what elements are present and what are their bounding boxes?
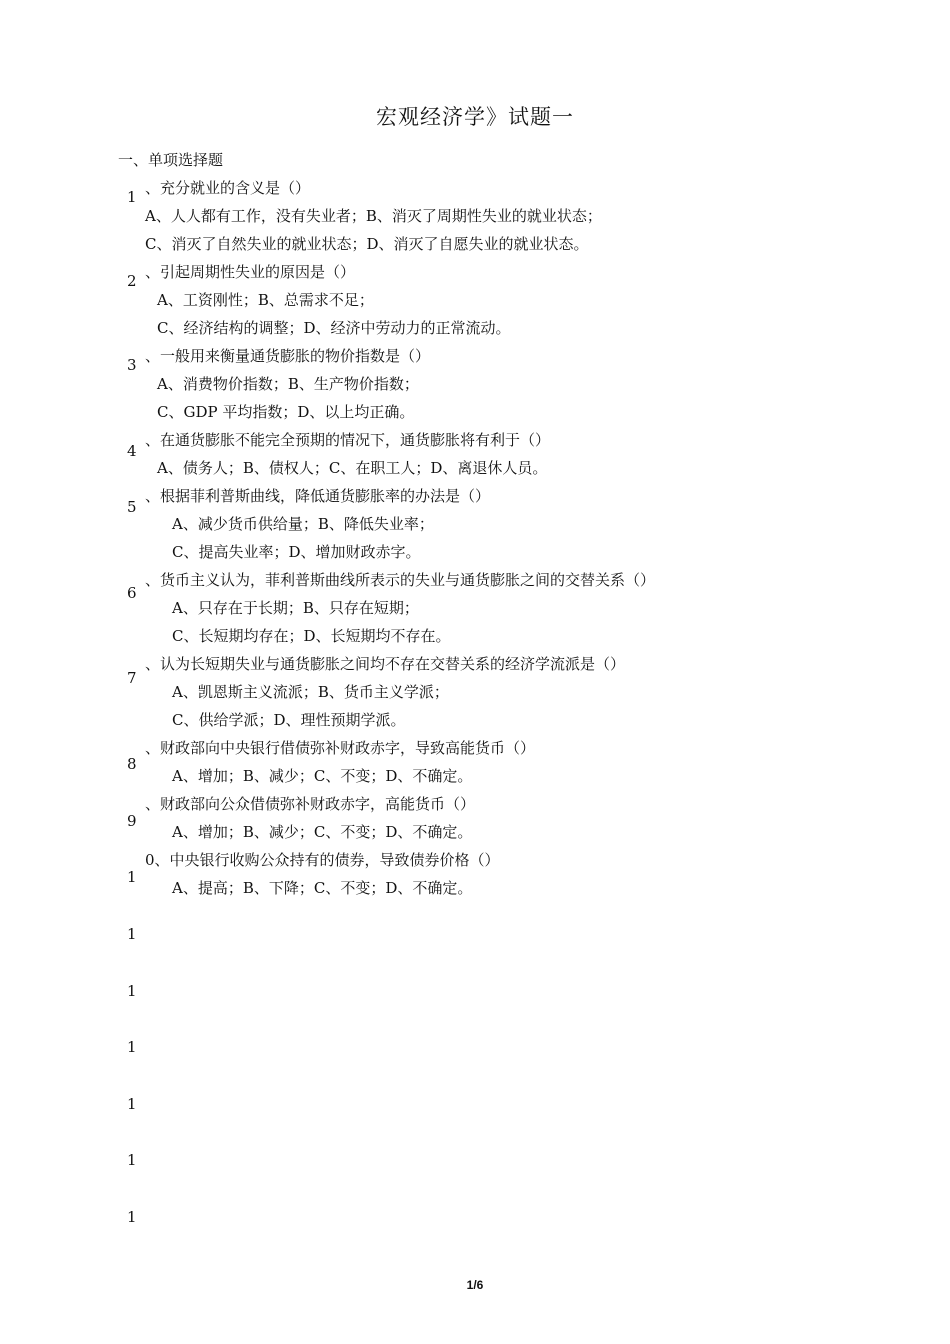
question-option: A、提高；B、下降；C、不变；D、不确定。 bbox=[172, 879, 473, 897]
question-option: A、减少货币供给量；B、降低失业率； bbox=[172, 515, 434, 533]
page-title: 宏观经济学》试题一 bbox=[376, 105, 574, 129]
question-stem: 、根据菲利普斯曲线，降低通货膨胀率的办法是（） bbox=[145, 487, 491, 505]
question-option: A、工资刚性；B、总需求不足； bbox=[157, 291, 374, 309]
question-number: 1 bbox=[127, 1208, 137, 1226]
page-number: 1/6 bbox=[466, 1278, 484, 1292]
question-stem: 、充分就业的含义是（） bbox=[145, 179, 311, 197]
question-stem: 、认为长短期失业与通货膨胀之间均不存在交替关系的经济学流派是（） bbox=[145, 655, 626, 673]
question-stem: 、一般用来衡量通货膨胀的物价指数是（） bbox=[145, 347, 431, 365]
question-stem: 、在通货膨胀不能完全预期的情况下，通货膨胀将有利于（） bbox=[145, 431, 551, 449]
question-option: A、凯恩斯主义流派；B、货币主义学派； bbox=[172, 683, 449, 701]
question-option: C、长短期均存在；D、长短期均不存在。 bbox=[172, 627, 451, 645]
question-option: C、经济结构的调整；D、经济中劳动力的正常流动。 bbox=[157, 319, 511, 337]
question-option: A、增加；B、减少；C、不变；D、不确定。 bbox=[172, 767, 473, 785]
question-option: A、债务人；B、债权人；C、在职工人；D、离退休人员。 bbox=[157, 459, 548, 477]
question-number: 1 bbox=[127, 868, 137, 886]
question-number: 3 bbox=[127, 356, 137, 374]
question-number: 8 bbox=[127, 755, 137, 773]
question-option: C、消灭了自然失业的就业状态；D、消灭了自愿失业的就业状态。 bbox=[145, 235, 589, 253]
question-number: 1 bbox=[127, 925, 137, 943]
question-option: A、消费物价指数；B、生产物价指数； bbox=[157, 375, 419, 393]
question-option: A、增加；B、减少；C、不变；D、不确定。 bbox=[172, 823, 473, 841]
question-number: 9 bbox=[127, 812, 137, 830]
question-stem: 、引起周期性失业的原因是（） bbox=[145, 263, 356, 281]
question-stem: 、货币主义认为，菲利普斯曲线所表示的失业与通货膨胀之间的交替关系（） bbox=[145, 571, 656, 589]
question-stem: 、财政部向公众借债弥补财政赤字，高能货币（） bbox=[145, 795, 476, 813]
question-option: C、GDP 平均指数；D、以上均正确。 bbox=[157, 403, 415, 421]
question-number: 6 bbox=[127, 584, 137, 602]
question-number: 5 bbox=[127, 498, 137, 516]
question-option: A、人人都有工作，没有失业者；B、消灭了周期性失业的就业状态； bbox=[145, 207, 602, 225]
question-number: 2 bbox=[127, 272, 137, 290]
section-heading: 一、单项选择题 bbox=[118, 151, 224, 169]
question-number: 1 bbox=[127, 188, 137, 206]
question-number: 1 bbox=[127, 982, 137, 1000]
question-stem: 0、中央银行收购公众持有的债券，导致债券价格（） bbox=[145, 851, 500, 869]
question-option: C、供给学派；D、理性预期学派。 bbox=[172, 711, 406, 729]
question-number: 7 bbox=[127, 669, 137, 687]
question-number: 1 bbox=[127, 1038, 137, 1056]
question-number: 1 bbox=[127, 1151, 137, 1169]
question-number: 1 bbox=[127, 1095, 137, 1113]
question-option: C、提高失业率；D、增加财政赤字。 bbox=[172, 543, 421, 561]
question-stem: 、财政部向中央银行借债弥补财政赤字，导致高能货币（） bbox=[145, 739, 536, 757]
question-option: A、只存在于长期；B、只存在短期； bbox=[172, 599, 419, 617]
question-number: 4 bbox=[127, 442, 137, 460]
